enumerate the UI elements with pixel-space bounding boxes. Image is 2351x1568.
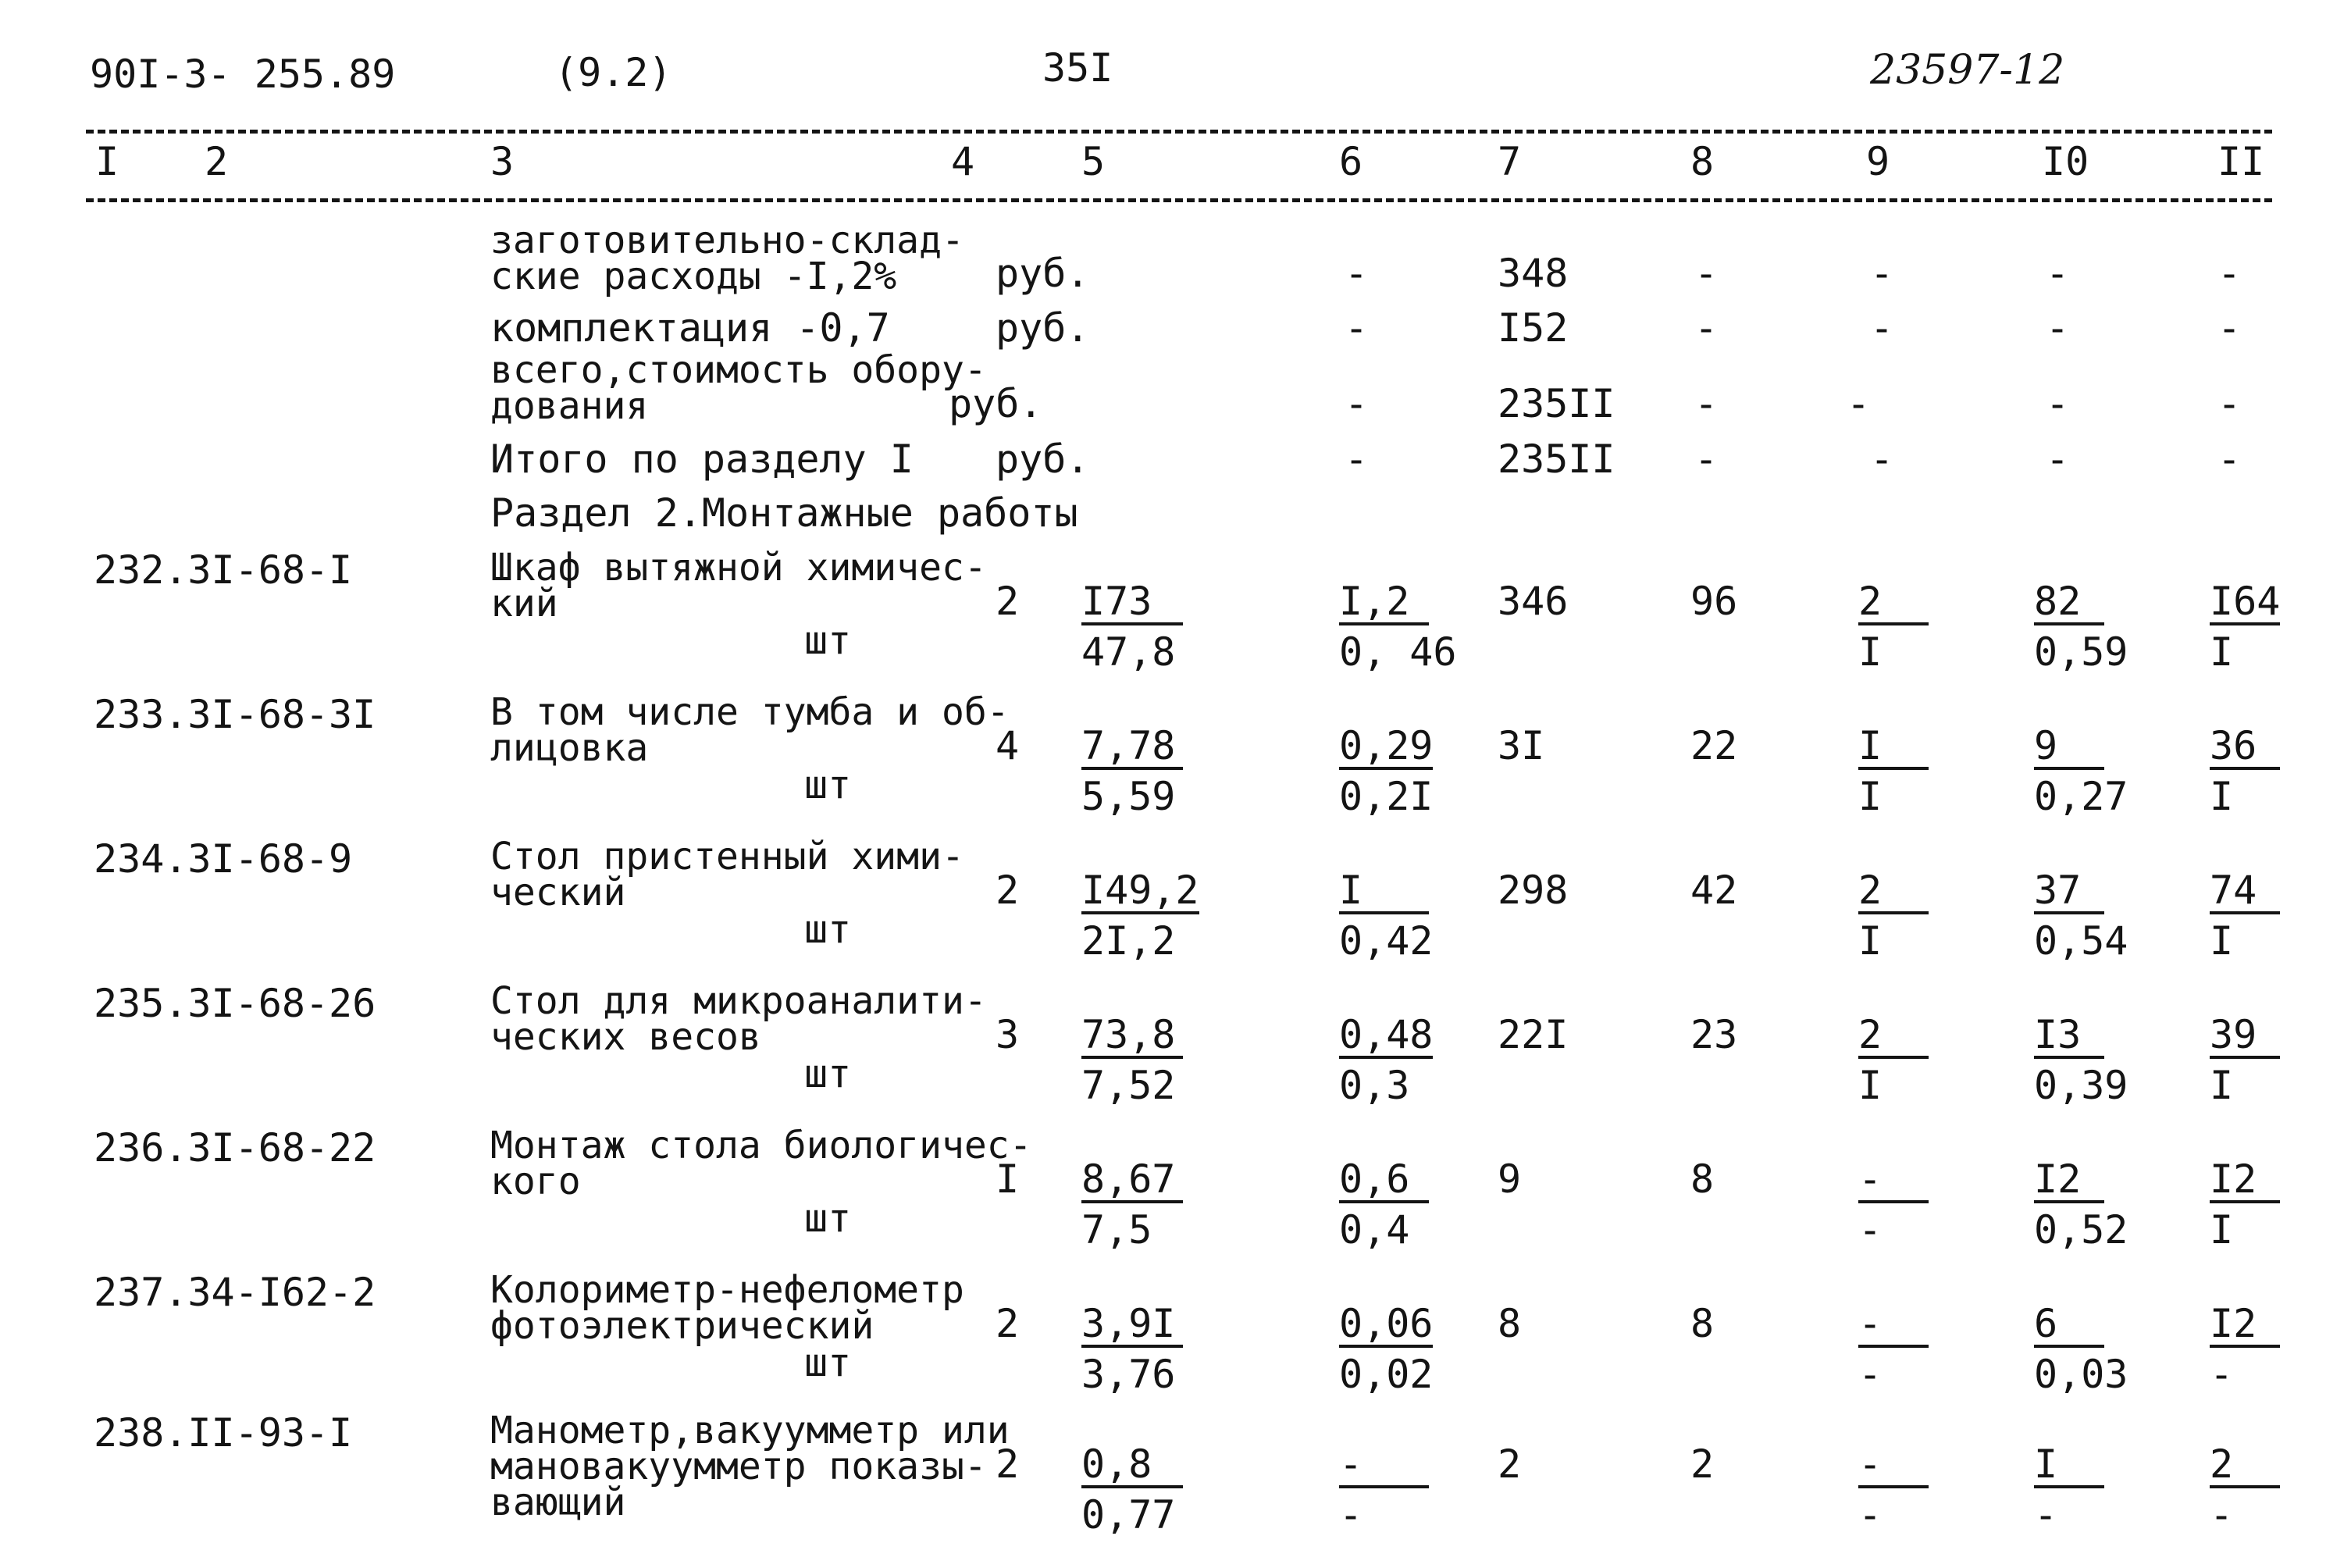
wage-per-unit-bottom: 0,3 [1339, 1063, 1410, 1108]
cost-10-bottom: 0,03 [2034, 1352, 2128, 1397]
cell-7: 235II [1498, 437, 1615, 482]
item-name: вающий [490, 1481, 626, 1524]
wage-per-unit-bottom: 0,42 [1339, 918, 1434, 964]
cost-11-top: 36 [2210, 726, 2280, 770]
handwritten-stamp: 23597-12 [1870, 47, 2065, 94]
item-name: Шкаф вытяжной химичес- [490, 546, 987, 590]
cost-11-top: 74 [2210, 871, 2280, 914]
cost-9-top: - [1858, 1160, 1929, 1203]
wage-per-unit-top: - [1339, 1445, 1429, 1488]
cell-9: - [1870, 251, 1894, 296]
item-unit: шт [804, 1051, 852, 1096]
cell-7: 235II [1498, 381, 1615, 426]
cell-10: - [2046, 305, 2070, 351]
total-cost: 8 [1498, 1301, 1522, 1346]
cost-11-top: I2 [2210, 1160, 2280, 1203]
item-unit: шт [804, 907, 852, 952]
item-qty: 4 [996, 723, 1020, 768]
cost-per-unit-top: 8,67 [1081, 1160, 1183, 1203]
cost-10-bottom: 0,52 [2034, 1207, 2128, 1253]
item-name: лицовка [490, 726, 649, 770]
cost-9-bottom: I [1858, 774, 1883, 819]
cell-7: 348 [1498, 251, 1569, 296]
wage-per-unit-top: 0,6 [1339, 1160, 1429, 1203]
cost-10-bottom: 0,54 [2034, 918, 2128, 964]
cost-9-top: I [1858, 726, 1929, 770]
item-qty: 3 [996, 1012, 1020, 1057]
cost-9-top: - [1858, 1304, 1929, 1348]
cost-per-unit-top: 3,9I [1081, 1304, 1183, 1348]
cost-9-bottom: - [1858, 1352, 1883, 1397]
cell-8: - [1694, 381, 1719, 426]
cost-11-bottom: - [2210, 1492, 2234, 1538]
item-name: кий [490, 582, 558, 625]
cell-6: - [1345, 381, 1369, 426]
cell-9: - [1870, 437, 1894, 482]
cost-10-top: I [2034, 1445, 2104, 1488]
cost-11-top: 39 [2210, 1015, 2280, 1059]
cell-10: - [2046, 381, 2070, 426]
col-3: 3 [490, 139, 515, 184]
item-code: 237.34-I62-2 [94, 1270, 376, 1315]
cost-10-bottom: 0,39 [2034, 1063, 2128, 1108]
col-9: 9 [1866, 139, 1890, 184]
item-qty: 2 [996, 1301, 1020, 1346]
item-qty: 2 [996, 1441, 1020, 1487]
total-cost: 22I [1498, 1012, 1569, 1057]
item-name: кого [490, 1160, 581, 1203]
cost-10-bottom: 0,27 [2034, 774, 2128, 819]
page-number: 35I [1042, 45, 1113, 91]
item-name: В том числе тумба и об- [490, 690, 1010, 734]
total-cost: 2 [1498, 1441, 1522, 1487]
item-name: Стол для микроаналити- [490, 979, 987, 1023]
item-code: 235.3I-68-26 [94, 981, 376, 1026]
cost-11-bottom: I [2210, 1063, 2234, 1108]
cost-per-unit-bottom: 0,77 [1081, 1492, 1176, 1538]
cost-per-unit-top: I49,2 [1081, 868, 1199, 913]
cost-11-top: I64 [2210, 579, 2281, 624]
wage-per-unit-bottom: 0,2I [1339, 774, 1434, 819]
total-wage: 23 [1690, 1012, 1738, 1057]
cost-per-unit-top: 7,78 [1081, 726, 1183, 770]
cost-9-top: 2 [1858, 582, 1929, 625]
item-qty: I [996, 1156, 1020, 1202]
row-name: заготовительно-склад- [490, 219, 964, 262]
header-rule-top [86, 130, 2272, 134]
cell-6: - [1345, 251, 1369, 296]
wage-per-unit-bottom: 0, 46 [1339, 629, 1457, 675]
cost-per-unit-bottom: 47,8 [1081, 629, 1176, 675]
row-name: Итого по разделу I [490, 437, 914, 482]
item-code: 233.3I-68-3I [94, 692, 376, 737]
row-unit: руб. [996, 437, 1090, 482]
cost-11-bottom: I [2210, 1207, 2234, 1253]
cost-per-unit-top: 73,8 [1081, 1015, 1183, 1059]
item-code: 238.II-93-I [94, 1410, 353, 1456]
col-11: II [2217, 139, 2265, 184]
col-1: I [95, 139, 119, 184]
cell-9: - [1870, 305, 1894, 351]
cost-11-bottom: I [2210, 918, 2234, 964]
wage-per-unit-bottom: - [1339, 1492, 1363, 1538]
item-name: Стол пристенный хими- [490, 835, 964, 878]
item-qty: 2 [996, 868, 1020, 913]
row-name: всего,стоимость обору- [490, 348, 987, 392]
cost-per-unit-bottom: 3,76 [1081, 1352, 1176, 1397]
cell-11: - [2217, 251, 2242, 296]
total-wage: 2 [1690, 1441, 1715, 1487]
item-name: Манометр,вакуумметр или [490, 1409, 1010, 1452]
cost-11-top: 2 [2210, 1445, 2280, 1488]
cost-9-top: - [1858, 1445, 1929, 1488]
cell-11: - [2217, 437, 2242, 482]
cost-11-bottom: I [2210, 774, 2234, 819]
cost-10-top: 37 [2034, 871, 2104, 914]
cost-per-unit-bottom: 2I,2 [1081, 918, 1176, 964]
row-unit: руб. [996, 305, 1090, 351]
cost-10-bottom: 0,59 [2034, 629, 2128, 675]
item-name: фотоэлектрический [490, 1304, 875, 1348]
col-5: 5 [1081, 139, 1106, 184]
wage-per-unit-top: 0,29 [1339, 723, 1434, 768]
cost-10-top: 9 [2034, 726, 2104, 770]
cost-per-unit-bottom: 7,52 [1081, 1063, 1176, 1108]
section-title: Раздел 2.Монтажные работы [490, 490, 1078, 536]
cost-per-unit-top: I73 [1081, 582, 1183, 625]
wage-per-unit-top: 0,48 [1339, 1012, 1434, 1057]
section-number: (9.2) [554, 50, 672, 95]
item-unit: шт [804, 1196, 852, 1241]
wage-per-unit-top: 0,06 [1339, 1301, 1434, 1346]
item-unit: шт [804, 618, 852, 663]
cost-9-bottom: - [1858, 1207, 1883, 1253]
cost-9-top: 2 [1858, 871, 1929, 914]
total-wage: 22 [1690, 723, 1738, 768]
cost-9-bottom: - [1858, 1492, 1883, 1538]
cost-per-unit-bottom: 7,5 [1081, 1207, 1152, 1253]
item-qty: 2 [996, 579, 1020, 624]
item-code: 236.3I-68-22 [94, 1125, 376, 1171]
col-6: 6 [1339, 139, 1363, 184]
header-rule-bottom [86, 198, 2272, 202]
cost-per-unit-top: 0,8 [1081, 1445, 1183, 1488]
cost-10-bottom: - [2034, 1492, 2058, 1538]
wage-per-unit-top: I,2 [1339, 582, 1429, 625]
wage-per-unit-bottom: 0,4 [1339, 1207, 1410, 1253]
total-wage: 96 [1690, 579, 1738, 624]
cell-10: - [2046, 437, 2070, 482]
item-name: мановакуумметр показы- [490, 1445, 987, 1488]
total-wage: 42 [1690, 868, 1738, 913]
cost-10-top: I3 [2034, 1015, 2104, 1059]
cell-6: - [1345, 437, 1369, 482]
row-name: комплектация -0,7 [490, 305, 890, 351]
col-8: 8 [1690, 139, 1715, 184]
cell-6: - [1345, 305, 1369, 351]
cost-9-bottom: I [1858, 1063, 1883, 1108]
cost-9-bottom: I [1858, 629, 1883, 675]
cost-11-bottom: - [2210, 1352, 2234, 1397]
col-2: 2 [205, 139, 229, 184]
col-4: 4 [951, 139, 975, 184]
cost-10-top: 82 [2034, 582, 2104, 625]
cell-11: - [2217, 381, 2242, 426]
item-code: 234.3I-68-9 [94, 836, 353, 882]
total-cost: 9 [1498, 1156, 1522, 1202]
item-name: Колориметр-нефелометр [490, 1268, 964, 1312]
cost-9-bottom: I [1858, 918, 1883, 964]
cell-9: - [1847, 381, 1871, 426]
cell-8: - [1694, 437, 1719, 482]
wage-per-unit-bottom: 0,02 [1339, 1352, 1434, 1397]
wage-per-unit-top: I [1339, 871, 1429, 914]
total-cost: 298 [1498, 868, 1569, 913]
cost-10-top: I2 [2034, 1160, 2104, 1203]
item-code: 232.3I-68-I [94, 547, 353, 593]
cost-9-top: 2 [1858, 1015, 1929, 1059]
cell-11: - [2217, 305, 2242, 351]
total-wage: 8 [1690, 1301, 1715, 1346]
total-cost: 3I [1498, 723, 1545, 768]
row-unit: руб. [949, 381, 1043, 426]
cost-per-unit-bottom: 5,59 [1081, 774, 1176, 819]
cost-10-top: 6 [2034, 1304, 2104, 1348]
item-name: Монтаж стола биологичес- [490, 1124, 1032, 1167]
doc-code: 90I-3- 255.89 [90, 52, 396, 97]
cost-11-top: I2 [2210, 1304, 2280, 1348]
cell-8: - [1694, 251, 1719, 296]
cell-8: - [1694, 305, 1719, 351]
row-name: ские расходы -I,2% [490, 255, 897, 298]
row-unit: руб. [996, 251, 1090, 296]
item-unit: шт [804, 762, 852, 807]
cell-10: - [2046, 251, 2070, 296]
cost-11-bottom: I [2210, 629, 2234, 675]
item-name: ческих весов [490, 1015, 761, 1059]
item-unit: шт [804, 1340, 852, 1385]
item-name: ческий [490, 871, 626, 914]
total-wage: 8 [1690, 1156, 1715, 1202]
cell-7: I52 [1498, 305, 1569, 351]
col-7: 7 [1498, 139, 1522, 184]
total-cost: 346 [1498, 579, 1569, 624]
row-name: дования [490, 384, 649, 428]
col-10: I0 [2042, 139, 2089, 184]
